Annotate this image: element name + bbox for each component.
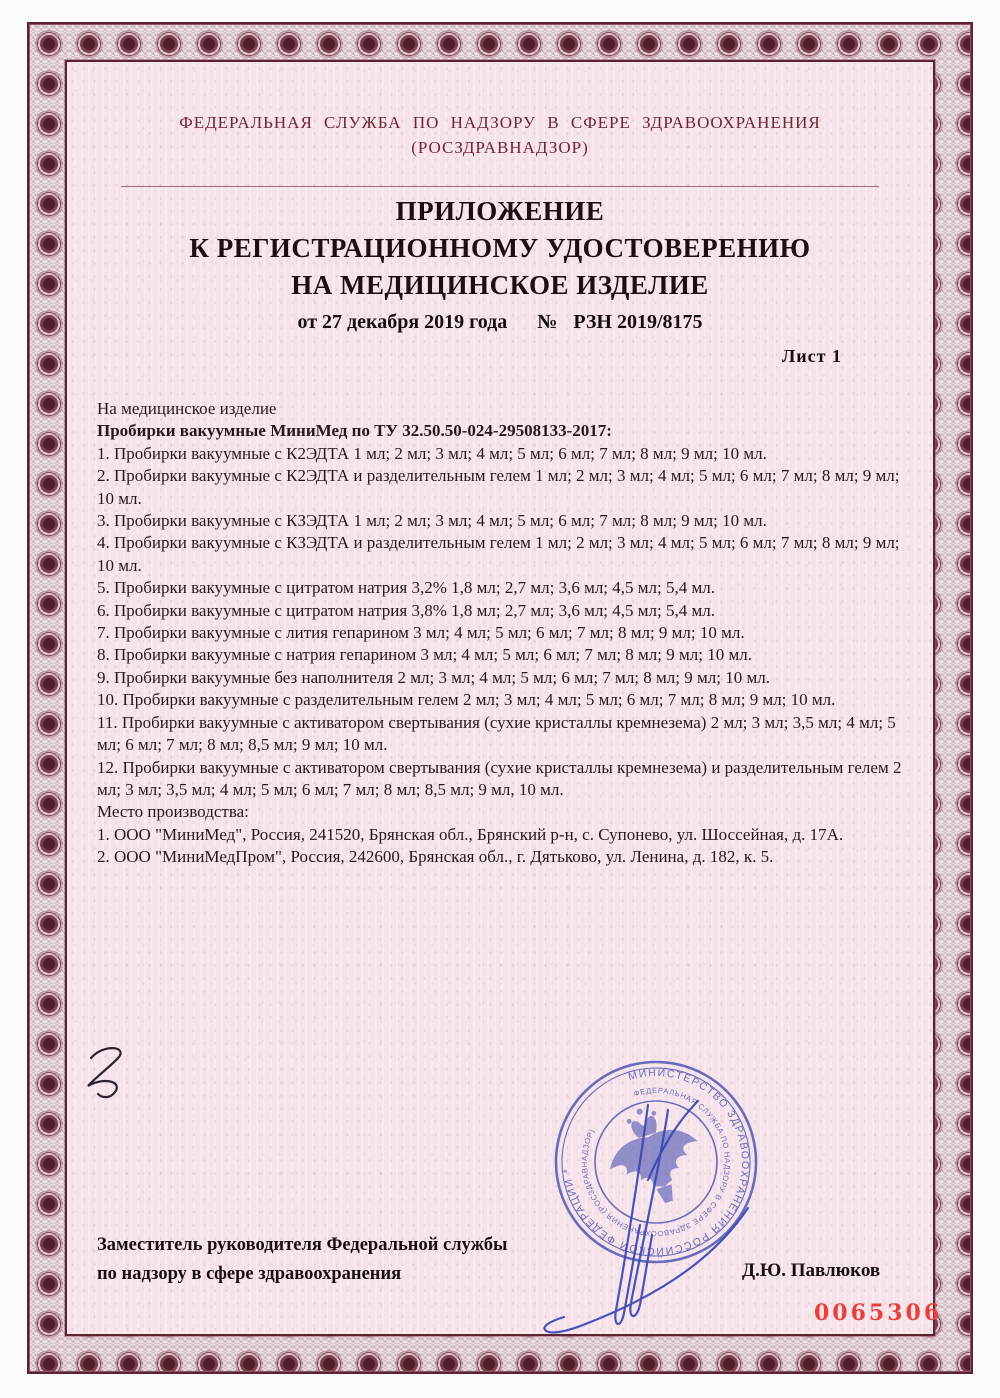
signatory-position xyxy=(97,1231,617,1289)
stamp-outer-text: МИНИСТЕРСТВО ЗДРАВООХРАНЕНИЯ РОССИЙСКОЙ ФЕДЕРАЦИИ * xyxy=(561,1066,752,1258)
product-item: 2. Пробирки вакуумные с К2ЭДТА и разделительным гелем 1 мл; 2 мл; 3 мл; 4 мл; 5 мл; 6 мл; 7 мл; 8 мл; 9 мл; 10 мл. xyxy=(97,466,900,508)
product-item: 8. Пробирки вакуумные с натрия гепарином 3 мл; 4 мл; 5 мл; 6 мл; 7 мл; 8 мл; 9 мл; 10 мл. xyxy=(97,645,752,665)
production-site: 1. ООО "МиниМед", Россия, 241520, Брянская обл., Брянский р-н, с. Супонево, ул. Шоссейная, д. 17А. xyxy=(97,824,844,844)
title-line2: К РЕГИСТРАЦИОННОМУ УДОСТОВЕРЕНИЮ xyxy=(189,233,811,263)
header-divider xyxy=(121,186,879,187)
org-name-line2: (РОСЗДРАВНАДЗОР) xyxy=(411,138,589,157)
handwritten-mark xyxy=(75,1038,145,1103)
production-heading: Место производства: xyxy=(97,802,249,822)
product-item: 3. Пробирки вакуумные с КЗЭДТА 1 мл; 2 мл; 3 мл; 4 мл; 5 мл; 6 мл; 7 мл; 8 мл; 9 мл; 10 мл. xyxy=(97,511,767,531)
product-item: 11. Пробирки вакуумные с активатором свертывания (сухие кристаллы кремнезема) 2 мл; 3 мл; 3,5 мл; 4 мл; 5 мл; 6 мл; 7 мл; 8 мл; 8,5 мл; 9 мл; 10 мл. xyxy=(97,712,896,755)
product-intro: На медицинское изделие xyxy=(97,399,277,418)
org-header xyxy=(0,110,1000,160)
registration-number: РЗН 2019/8175 xyxy=(573,311,703,333)
product-item: 12. Пробирки вакуумные с активатором свертывания (сухие кристаллы кремнезема) и разделительным гелем 2 мл; 3 мл; 3,5 мл; 4 мл; 5 мл; 6 мл; 7 мл; 8 мл; 8,5 мл; 9 мл, 10 мл. xyxy=(97,757,902,799)
body-text xyxy=(97,398,905,869)
product-item: 9. Пробирки вакуумные без наполнителя 2 мл; 3 мл; 4 мл; 5 мл; 6 мл; 7 мл; 8 мл; 9 мл; 10 мл. xyxy=(97,667,770,687)
sheet-number: Лист 1 xyxy=(781,346,842,366)
title-line1: ПРИЛОЖЕНИЕ xyxy=(395,196,605,226)
date-number-row xyxy=(0,311,1000,334)
product-item: 6. Пробирки вакуумные с цитратом натрия 3,8% 1,8 мл; 2,7 мл; 3,6 мл; 4,5 мл; 5,4 мл. xyxy=(97,600,715,620)
org-name-line1: ФЕДЕРАЛЬНАЯ СЛУЖБА ПО НАДЗОРУ В СФЕРЕ ЗДРАВООХРАНЕНИЯ xyxy=(179,113,821,132)
issue-date: от 27 декабря 2019 года xyxy=(297,311,508,333)
product-item: 5. Пробирки вакуумные с цитратом натрия 3,2% 1,8 мл; 2,7 мл; 3,6 мл; 4,5 мл; 5,4 мл. xyxy=(97,578,715,598)
number-sign: № xyxy=(537,311,558,333)
product-item: 7. Пробирки вакуумные с лития гепарином 3 мл; 4 мл; 5 мл; 6 мл; 7 мл; 8 мл; 9 мл; 10 мл. xyxy=(97,623,745,643)
product-item: 10. Пробирки вакуумные с разделительным гелем 2 мл; 3 мл; 4 мл; 5 мл; 6 мл; 7 мл; 8 мл; 9 мл; 10 мл. xyxy=(97,690,836,710)
product-item: 1. Пробирки вакуумные с К2ЭДТА 1 мл; 2 мл; 3 мл; 4 мл; 5 мл; 6 мл; 7 мл; 8 мл; 9 мл; 10 мл. xyxy=(97,443,767,463)
title-line3: НА МЕДИЦИНСКОЕ ИЗДЕЛИЕ xyxy=(291,270,709,300)
product-title: Пробирки вакуумные МиниМед по ТУ 32.50.50-024-29508133-2017: xyxy=(97,421,612,441)
document-title xyxy=(0,193,1000,304)
signatory-position-line1: Заместитель руководителя Федеральной службы xyxy=(97,1235,508,1255)
production-site: 2. ООО "МиниМедПром", Россия, 242600, Брянская обл., г. Дятьково, ул. Ленина, д. 182, к. 5. xyxy=(97,847,774,867)
signature-strokes xyxy=(528,1085,778,1340)
serial-number: 0065306 xyxy=(814,1300,943,1326)
signatory-position-line2: по надзору в сфере здравоохранения xyxy=(97,1264,402,1284)
signatory-name: Д.Ю. Павлюков xyxy=(742,1260,881,1281)
stamp-inner-text: ФЕДЕРАЛЬНАЯ СЛУЖБА ПО НАДЗОРУ В СФЕРЕ ЗДРАВООХРАНЕНИЯ (РОСЗДРАВНАДЗОР) xyxy=(579,1085,732,1239)
product-item: 4. Пробирки вакуумные с КЗЭДТА и разделительным гелем 1 мл; 2 мл; 3 мл; 4 мл; 5 мл; 6 мл; 7 мл; 8 мл; 9 мл; 10 мл. xyxy=(97,533,900,575)
